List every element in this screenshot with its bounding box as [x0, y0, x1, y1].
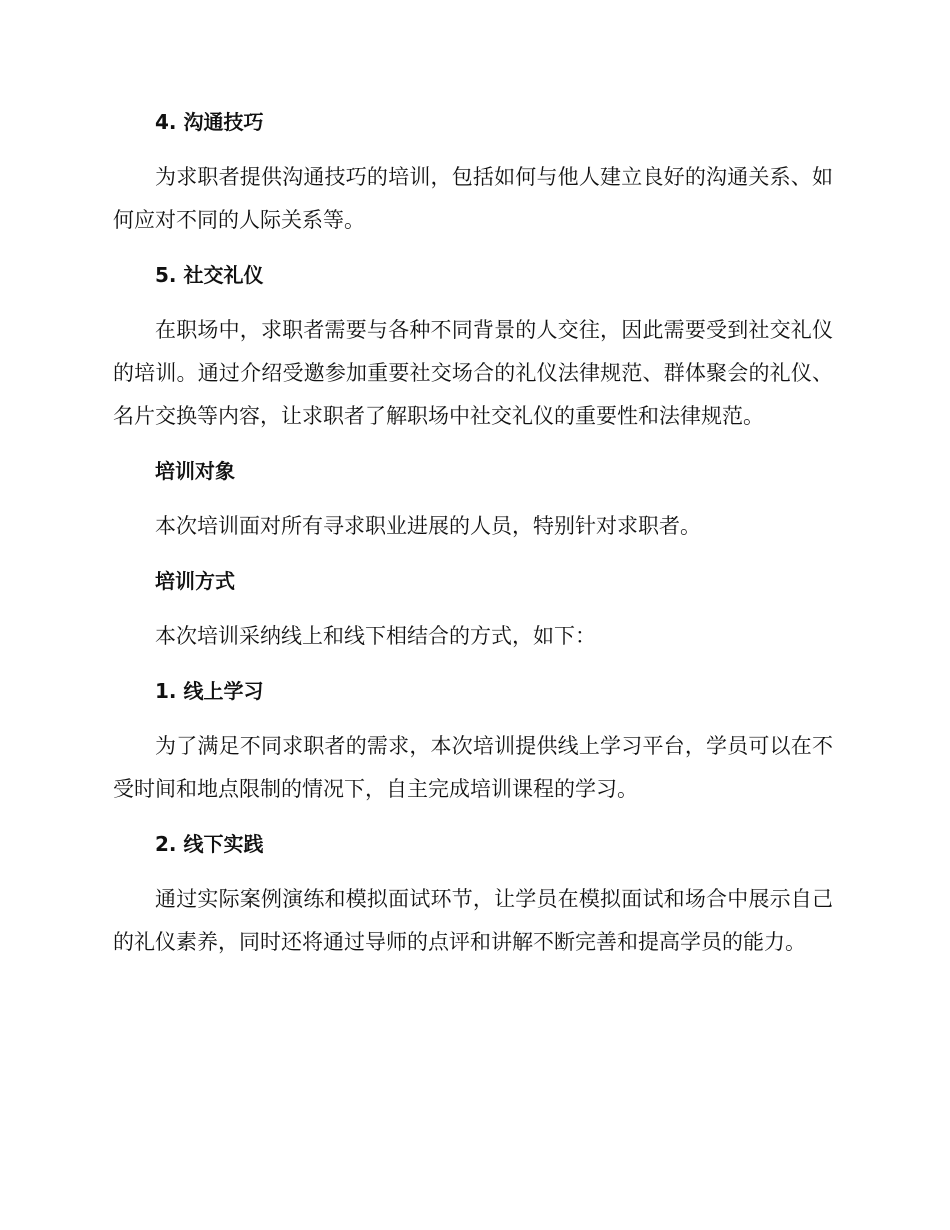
section-paragraph: 为了满足不同求职者的需求，本次培训提供线上学习平台，学员可以在不受时间和地点限制的情况下，自主完成培训课程的学习。 — [113, 734, 833, 801]
section-offline-practice — [113, 830, 833, 964]
section-heading: 1. 线上学习 — [155, 679, 264, 703]
section-paragraph: 本次培训面对所有寻求职业进展的人员，特别针对求职者。 — [155, 514, 701, 538]
section-training-audience — [113, 457, 833, 548]
section-heading: 5. 社交礼仪 — [155, 263, 264, 287]
section-communication-skills — [113, 108, 833, 242]
section-paragraph: 通过实际案例演练和模拟面试环节，让学员在模拟面试和场合中展示自己的礼仪素养，同时还将通过导师的点评和讲解不断完善和提高学员的能力。 — [113, 887, 833, 954]
section-heading: 培训对象 — [155, 459, 235, 483]
section-paragraph: 本次培训采纳线上和线下相结合的方式，如下： — [155, 624, 596, 648]
section-social-etiquette — [113, 261, 833, 438]
section-online-learning — [113, 677, 833, 811]
document-body — [113, 108, 833, 983]
section-paragraph: 在职场中，求职者需要与各种不同背景的人交往，因此需要受到社交礼仪的培训。通过介绍受邀参加重要社交场合的礼仪法律规范、群体聚会的礼仪、名片交换等内容，让求职者了解职场中社交礼仪的重要性和法律规范。 — [113, 318, 833, 428]
section-heading: 4. 沟通技巧 — [155, 110, 264, 134]
section-training-method — [113, 567, 833, 658]
section-heading: 2. 线下实践 — [155, 832, 264, 856]
section-paragraph: 为求职者提供沟通技巧的培训，包括如何与他人建立良好的沟通关系、如何应对不同的人际关系等。 — [113, 165, 833, 232]
section-heading: 培训方式 — [155, 569, 235, 593]
